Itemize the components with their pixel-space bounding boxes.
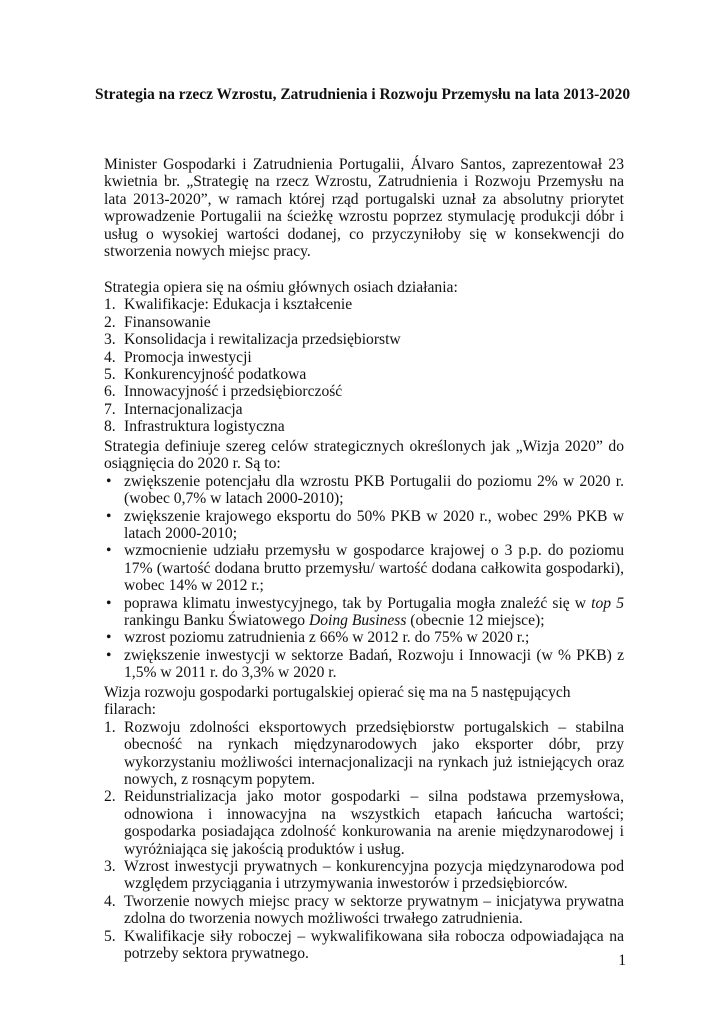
list-item: • poprawa klimatu inwestycyjnego, tak by Portugalia mogła znaleźć się w top 5 rankingu Banku Światowego Doing Business (obecnie 12 miejsce);	[106, 594, 624, 630]
list-item: • wzrost poziomu zatrudnienia z 66% w 2012 r. do 75% w 2020 r.;	[106, 629, 530, 647]
list-item: • zwiększenie potencjału dla wzrostu PKB Portugalii do poziomu 2% w 2020 r. (wobec 0,7% w latach 2000-2010);	[106, 472, 624, 508]
page-number: 1	[618, 952, 626, 969]
list-item: 1. Kwalifikacje: Edukacja i kształcenie	[104, 296, 353, 314]
list-item: 8. Infrastruktura logistyczna	[104, 418, 285, 436]
intro-paragraph: Minister Gospodarki i Zatrudnienia Portugalii, Álvaro Santos, zaprezentował 23 kwietnia br. „Strategię na rzecz Wzrostu, Zatrudnienia i Rozwoju Przemysłu na lata 2013-2020”, w ramach której rząd portugalski uznał za absolutny priorytet wprowadzenie Portugalii na ścieżkę wzrostu poprzez stymulację produkcji dóbr i usług o wysokiej wartości dodanej, co przyczyniłoby się w konsekwencji do stworzenia nowych miejsc pracy.	[104, 156, 624, 261]
goals-lead: Strategia definiuje szereg celów strategicznych określonych jak „Wizja 2020” do osiągnięcia do 2020 r. Są to:	[104, 438, 624, 473]
axes-section	[104, 279, 624, 436]
list-item: 4. Promocja inwestycji	[104, 348, 252, 366]
axes-lead: Strategia opiera się na ośmiu głównych osiach działania:	[104, 279, 458, 296]
list-item: • wzmocnienie udziału przemysłu w gospodarce krajowej o 3 p.p. do poziomu 17% (wartość dodana brutto przemysłu/ wartość dodana całkowita gospodarki), wobec 14% w 2012 r.;	[106, 542, 624, 595]
pillars-section	[104, 684, 624, 963]
pillars-list	[104, 719, 624, 963]
list-item: 2. Finansowanie	[104, 313, 211, 331]
document-title: Strategia na rzecz Wzrostu, Zatrudnienia i Rozwoju Przemysłu na lata 2013-2020	[94, 86, 631, 103]
list-item: 1. Rozwoju zdolności eksportowych przedsiębiorstw portugalskich – stabilna obecność na rynkach międzynarodowych jako eksporter dóbr, przy wykorzystaniu możliwości internacjonalizacji na rynkach już istniejących oraz nowych, z rosnącym popytem.	[104, 718, 624, 789]
list-item: 3. Konsolidacja i rewitalizacja przedsiębiorstw	[104, 331, 401, 349]
list-item: • zwiększenie krajowego eksportu do 50% PKB w 2020 r., wobec 29% PKB w latach 2000-2010;	[106, 507, 624, 543]
list-item: 3. Wzrost inwestycji prywatnych – konkurencyjna pozycja międzynarodowa pod względem przyciągania i utrzymywania inwestorów i przedsiębiorców.	[104, 858, 624, 893]
axes-list	[104, 296, 624, 435]
list-item: 5. Kwalifikacje siły roboczej – wykwalifikowana siła robocza odpowiadająca na potrzeby sektora prywatnego.	[104, 927, 624, 963]
pillars-lead: Wizja rozwoju gospodarki portugalskiej opierać się ma na 5 następujących filarach:	[104, 684, 571, 719]
goals-list	[104, 473, 624, 682]
list-item: 4. Tworzenie nowych miejsc pracy w sektorze prywatnym – inicjatywa prywatna zdolna do tworzenia nowych możliwości trwałego zatrudnienia.	[104, 892, 624, 928]
goals-section	[104, 438, 624, 682]
list-item: 5. Konkurencyjność podatkowa	[104, 366, 307, 384]
list-item: 7. Internacjonalizacja	[104, 400, 243, 418]
list-item: 2. Reidunstrializacja jako motor gospodarki – silna podstawa przemysłowa, odnowiona i innowacyjna na wszystkich etapach łańcucha wartości; gospodarka posiadająca zdolność konkurowania na arenie międzynarodowej i wyróżniająca się jakością produktów i usług.	[104, 788, 624, 858]
list-item: • zwiększenie inwestycji w sektorze Badań, Rozwoju i Innowacji (w % PKB) z 1,5% w 2011 r. do 3,3% w 2020 r.	[106, 646, 624, 682]
list-item: 6. Innowacyjność i przedsiębiorczość	[104, 383, 343, 401]
